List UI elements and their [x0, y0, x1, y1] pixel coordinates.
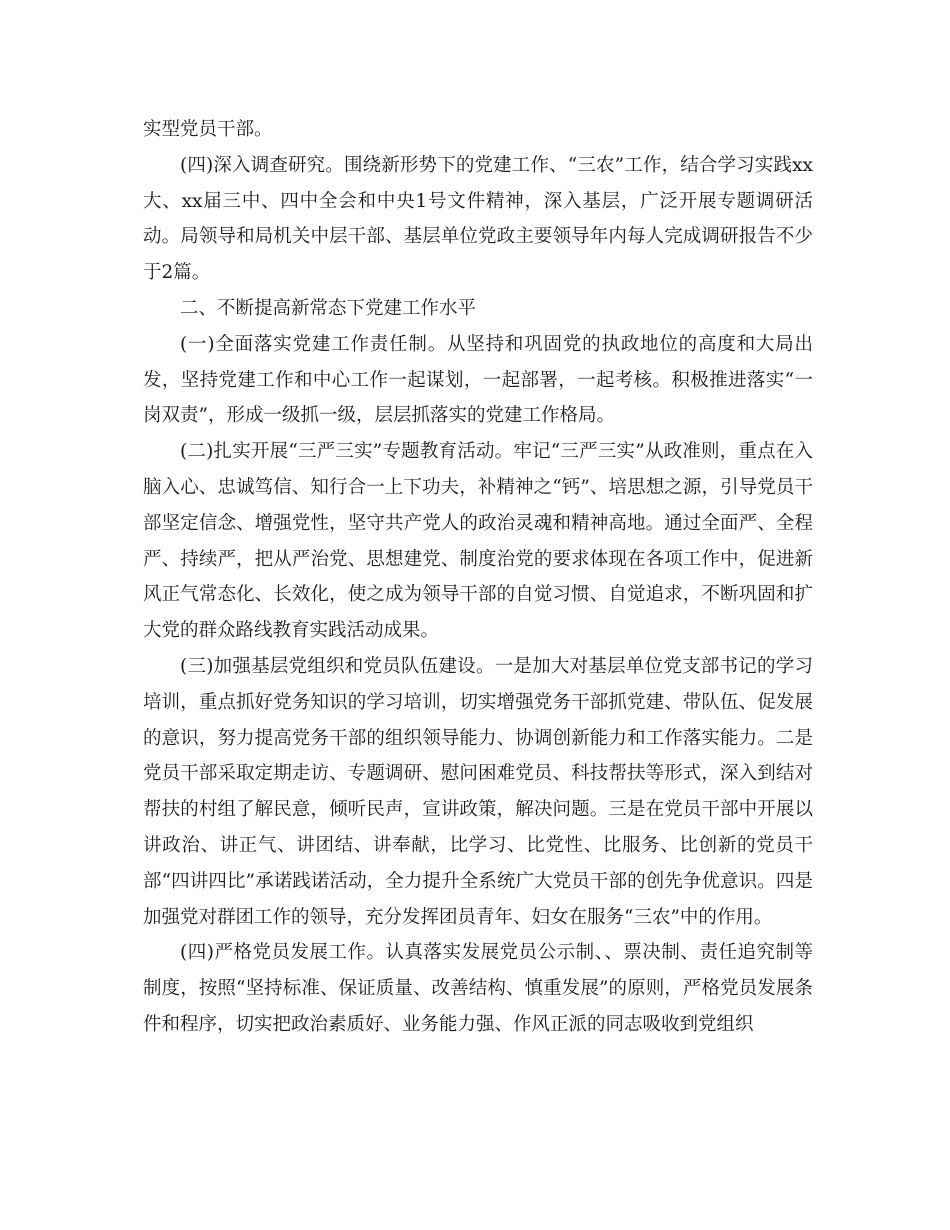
- document-page: [143, 112, 813, 1043]
- paragraph-grassroots-organization: (三)加强基层党组织和党员队伍建设。一是加大对基层单位党支部书记的学习培训，重点抓好党务知识的学习培训，切实增强党务干部抓党建、带队伍、促发展的意识，努力提高党务干部的组织领导能力、协调创新能力和工作落实能力。二是党员干部采取定期走访、专题调研、慰问困难党员、科技帮扶等形式，深入到结对帮扶的村组了解民意，倾听民声，宣讲政策，解决问题。三是在党员干部中开展以讲政治、讲正气、讲团结、讲奉献，比学习、比党性、比服务、比创新的党员干部“四讲四比”承诺践诺活动，全力提升全系统广大党员干部的创先争优意识。四是加强党对群团工作的领导，充分发挥团员青年、妇女在服务“三农”中的作用。: [143, 655, 813, 928]
- paragraph-investigation-research: (四)深入调查研究。围绕新形势下的党建工作、“三农”工作，结合学习实践xx大、xx届三中、四中全会和中央1号文件精神，深入基层，广泛开展专题调研活动。局领导和局机关中层干部、基层单位党政主要领导年内每人完成调研报告不少于2篇。: [143, 154, 813, 284]
- section-heading-two: 二、不断提高新常态下党建工作水平: [180, 297, 477, 319]
- paragraph-responsibility-system: (一)全面落实党建工作责任制。从坚持和巩固党的执政地位的高度和大局出发，坚持党建工作和中心工作一起谋划，一起部署，一起考核。积极推进落实“一岗双责”，形成一级抓一级，层层抓落实的党建工作格局。: [143, 333, 813, 427]
- paragraph-three-strict-three-solid: (二)扎实开展“三严三实”专题教育活动。牢记“三严三实”从政准则，重点在入脑入心、忠诚笃信、知行合一上下功夫，补精神之“钙”、培思想之源，引导党员干部坚定信念、增强党性，坚守共产党人的政治灵魂和精神高地。通过全面严、全程严、持续严，把从严治党、思想建党、制度治党的要求体现在各项工作中，促进新风正气常态化、长效化，使之成为领导干部的自觉习惯、自觉追求，不断巩固和扩大党的群众路线教育实践活动成果。: [143, 441, 813, 642]
- paragraph-member-development: (四)严格党员发展工作。认真落实发展党员公示制、、票决制、责任追究制等制度，按照“坚持标准、保证质量、改善结构、慎重发展”的原则，严格党员发展条件和程序，切实把政治素质好、业务能力强、作风正派的同志吸收到党组织: [143, 942, 813, 1035]
- paragraph-continuation: 实型党员干部。: [143, 119, 273, 140]
